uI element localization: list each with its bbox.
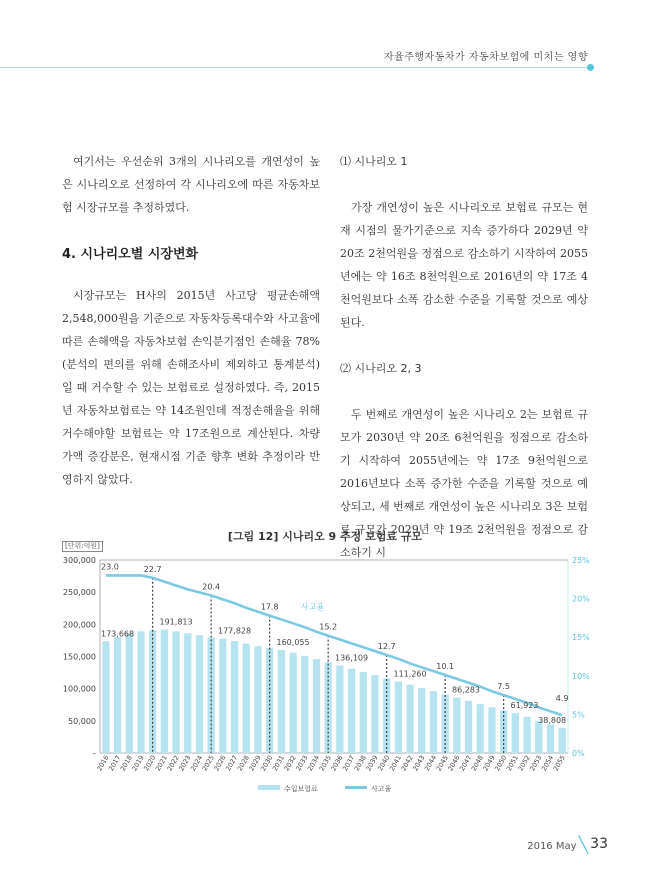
line-data-label: 12.7 [377,641,396,651]
bar-data-label: 160,055 [276,638,310,648]
x-tick-label: 2029 [247,754,263,773]
scenario-1-title: ⑴ 시나리오 1 [340,155,408,168]
bar [418,688,425,753]
x-tick-label: 2049 [481,754,497,773]
bar-data-label: 173,668 [101,629,135,639]
bar [453,697,460,753]
figure-caption: [그림 12] 시나리오 9 추정 보험료 규모 [227,530,423,543]
line-data-label: 17.8 [260,602,279,612]
bar [371,675,378,753]
x-tick-label: 2055 [551,754,567,773]
line-data-label: 20.4 [202,582,221,592]
bar [219,639,226,753]
y-left-tick-label: 250,000 [62,588,96,598]
x-tick-label: 2027 [224,754,240,773]
bar-data-label: 38,808 [538,716,567,726]
unit-label: [단위:억원] [62,541,103,552]
bar [172,631,179,753]
x-tick-label: 2019 [130,754,146,773]
bar [114,637,121,753]
bar [243,644,250,753]
bar [184,633,191,753]
x-tick-label: 2041 [387,754,404,773]
y-left-tick-label: 200,000 [62,620,96,630]
left-column [62,150,320,491]
header-dot [587,64,594,71]
x-tick-label: 2018 [118,754,134,773]
bar [360,672,367,753]
y-right-tick-label: 20% [572,594,590,604]
right-column [340,150,588,564]
line-data-label: 7.5 [497,682,511,692]
x-tick-label: 2023 [177,754,193,773]
line-series-label: 사고율 [301,602,325,612]
x-tick-label: 2022 [165,754,181,773]
bar [289,653,296,753]
y-right-tick-label: 25% [572,556,590,565]
legend-swatch-bar [258,785,280,790]
y-right-tick-label: 10% [572,671,590,681]
bar-data-label: 191,813 [159,617,193,627]
x-tick-label: 2053 [528,754,544,773]
x-tick-label: 2036 [329,754,345,773]
bar-data-label: 111,260 [393,669,427,679]
header-rule [0,67,588,68]
scenario-2-3-title: ⑵ 시나리오 2, 3 [340,362,422,375]
section-title: 4. 시나리오별 시장변화 [62,247,199,262]
bar [535,721,542,753]
x-tick-label: 2020 [142,754,158,773]
x-tick-label: 2026 [212,754,228,773]
bar [512,713,519,753]
x-tick-label: 2037 [341,754,357,773]
bar [477,704,484,753]
x-tick-label: 2043 [411,754,427,773]
running-header: 자율주행자동차가 자동차보험에 미치는 영향 [383,52,588,63]
x-tick-label: 2051 [504,754,521,773]
bar [488,707,495,753]
bar [231,641,238,753]
intro-paragraph: 여기서는 우선순위 3개의 시나리오를 개연성이 높은 시나리오로 선정하여 각 시나리오에 따른 자동차보험 시장규모를 추정하였다. [62,155,320,214]
x-tick-label: 2032 [282,754,298,773]
bar-data-label: 61,923 [510,701,539,711]
y-left-tick-label: 100,000 [62,684,96,694]
y-right-tick-label: 5% [572,710,585,720]
line-data-label: 15.2 [319,622,338,632]
scenario-1-paragraph: 가장 개연성이 높은 시나리오로 보험료 규모는 현재 시점의 물가기준으로 지속 증가하다 2029년 약 20조 2천억원을 정점으로 감소하기 시작하여 2055년에는 약 16조 8천억원으로 2016년의 약 17조 4천억원보다 소폭 감소한 수준을 기록할 것으로 예상된다. [340,201,588,329]
bar [523,717,530,753]
y-right-tick-label: 0% [572,749,585,758]
bar [278,650,285,753]
premium-scenario-chart [0,552,650,822]
x-tick-label: 2047 [458,754,474,773]
legend-swatch-line [345,786,367,789]
line-data-label: 10.1 [436,662,455,672]
bar [547,724,554,753]
line-data-label: 23.0 [101,562,119,572]
bar [161,630,168,753]
scenario-2-3-paragraph: 두 번째로 개연성이 높은 시나리오 2는 보험료 규모가 2030년 약 20조 6천억원을 정점으로 감소하기 시작하여 2055년에는 약 17조 9천억원으로 2016년보다 소폭 증가한 수준을 기록할 것으로 예상되고, 세 번째로 개연성이 높은 시나리오 3은 보험료 규모가 2029년 약 19조 2천억원을 정점으로 감소하기 시 [340,408,588,559]
footer-date: 2016 May [527,841,577,852]
bar [348,669,355,753]
bar-data-label: 136,109 [335,653,369,663]
bar [313,659,320,753]
x-tick-label: 2021 [153,754,170,773]
x-tick-label: 2050 [493,754,509,773]
x-tick-label: 2035 [317,754,333,773]
y-left-tick-label: – [92,749,96,758]
x-tick-label: 2054 [539,754,556,773]
x-tick-label: 2045 [434,754,450,773]
bar [559,728,566,753]
x-tick-label: 2030 [259,754,275,773]
x-tick-label: 2052 [516,754,532,773]
bar [102,641,109,753]
x-tick-label: 2048 [469,754,485,773]
x-tick-label: 2042 [399,754,415,773]
x-tick-label: 2016 [95,754,111,773]
bar-data-label: 86,283 [452,685,480,695]
page-number: 33 [590,836,608,852]
x-tick-label: 2024 [188,754,205,773]
y-left-tick-label: 150,000 [62,652,96,662]
legend-label: 사고율 [371,785,392,793]
y-right-tick-label: 15% [572,633,590,643]
bar [126,633,133,753]
x-tick-label: 2031 [270,754,287,773]
x-tick-label: 2033 [294,754,310,773]
bar [137,631,144,753]
x-tick-label: 2038 [352,754,368,773]
bar [254,646,261,753]
bar [395,681,402,753]
x-tick-label: 2028 [235,754,251,773]
line-data-label: 4.9 [555,694,569,704]
x-tick-label: 2034 [305,754,322,773]
bar [430,691,437,753]
page-footer [527,836,608,852]
bar-data-label: 177,828 [218,626,252,636]
market-size-paragraph: 시장규모는 H사의 2015년 사고당 평균손해액 2,548,000원을 기준으로 자동차등록대수와 사고율에 따른 손해액을 자동차보험 손익분기점인 손해율 78%(분석의 편의를 위해 손해조사비 제외하고 통계분석)일 때 거수할 수 있는 보험료로 설정하였다. 즉, 2015년 자동차보험료는 약 14조원인데 적정손해율을 위해 거수해야할 보험료는 약 17조원으로 계산된다. 차량가액 증감분은, 현재시점 기준 향후 변화 추정이라 반영하지 않았다. [62,289,320,486]
line-data-label: 22.7 [143,564,162,574]
footer-slash: ╲ [578,835,589,854]
x-tick-label: 2017 [107,754,123,773]
x-tick-label: 2040 [376,754,392,773]
bar [336,665,343,753]
x-tick-label: 2025 [200,754,216,773]
y-left-tick-label: 300,000 [62,556,96,565]
legend-label: 수입보험료 [284,785,318,793]
y-left-tick-label: 50,000 [68,716,96,726]
bar [406,685,413,753]
bar [196,635,203,753]
x-tick-label: 2046 [446,754,462,773]
x-tick-label: 2044 [422,754,439,773]
bar [301,656,308,753]
bar [465,701,472,753]
x-tick-label: 2039 [364,754,380,773]
